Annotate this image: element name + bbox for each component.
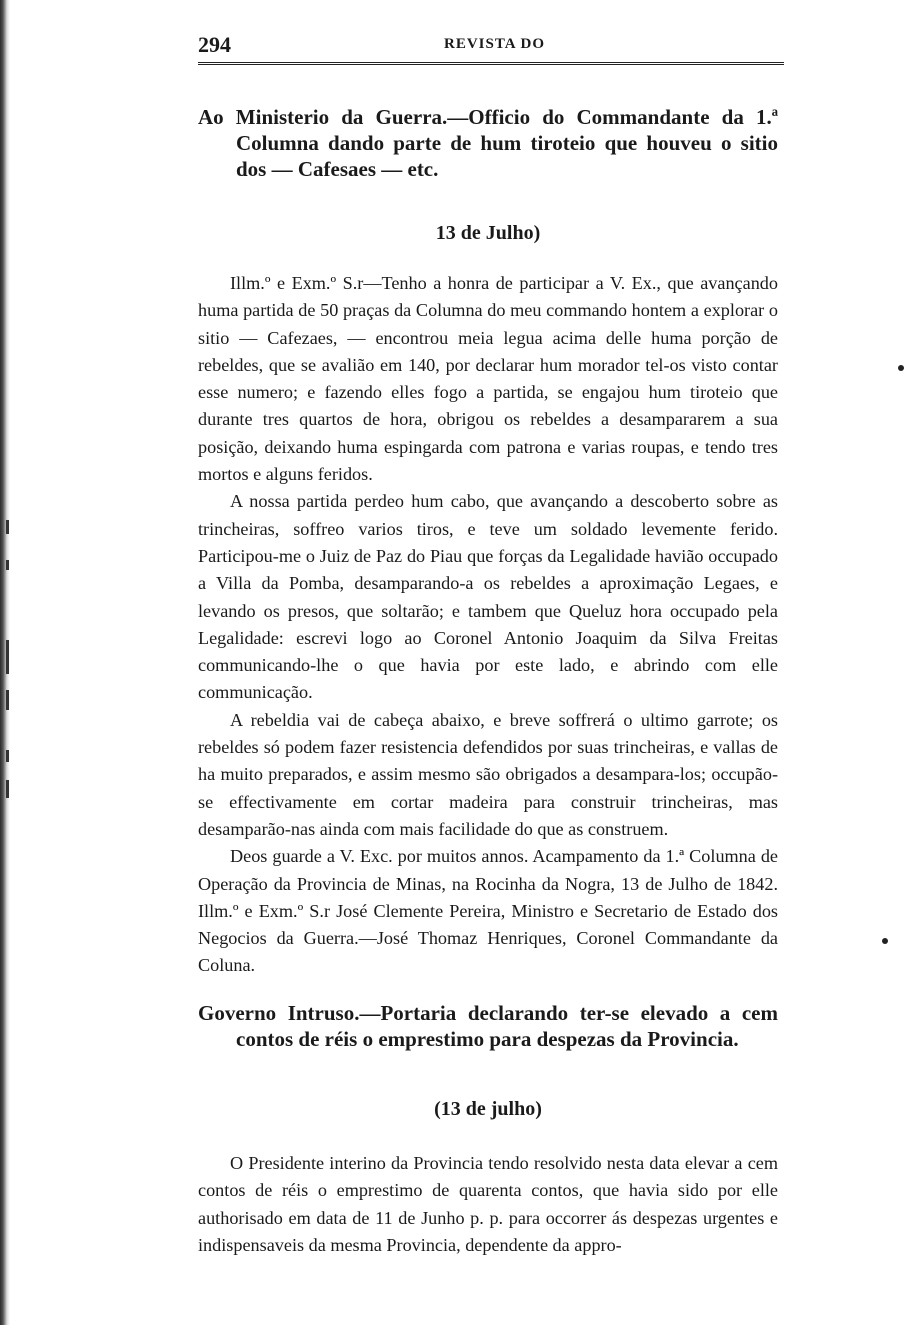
section-1-paragraph: A rebeldia vai de cabeça abaixo, e breve soffrerá o ultimo garrote; os rebeldes só podem fazer resistencia defendidos por suas trincheiras, e vallas de ha muito preparados, e assim mesmo são obrigados a desampara-los; occupão-se effectivamente em cortar madeira para construir trincheiras, mas desamparão-nas ainda com mais facilidade do que as construem.: [198, 709, 778, 839]
margin-marks: [2, 520, 18, 800]
section-1-body: [198, 270, 778, 980]
section-2-date: (13 de julho): [434, 1098, 542, 1120]
section-1-paragraph: Deos guarde a V. Exc. por muitos annos. Acampamento da 1.ª Columna de Operação da Provincia de Minas, na Rocinha da Nogra, 13 de Julho de 1842. Illm.º e Exm.º S.r José Clemente Pereira, Ministro e Secretario de Estado dos Negocios da Guerra.—José Thomaz Henriques, Coronel Commandante da Coluna.: [198, 846, 778, 976]
section-1-paragraph: A nossa partida perdeo hum cabo, que avançando a descoberto sobre as trincheiras, soffreo varios tiros, e teve um soldado levemente ferido. Participou-me o Juiz de Paz do Piau que forças da Legalidade havião occupado a Villa da Pomba, desamparando-a os rebeldes a aproximação Legaes, e levando os presos, que soltarão; e tambem que Queluz hora occupado pela Legalidade: escrevi logo ao Coronel Antonio Joaquim da Silva Freitas communicando-lhe o que havia por este lado, e abrindo com elle communicação.: [198, 491, 778, 703]
section-1: [198, 104, 778, 182]
page-number: 294: [198, 32, 231, 57]
page-header: [198, 32, 784, 58]
section-1-date: 13 de Julho): [435, 222, 541, 244]
section-2-date-wrap: [198, 1098, 778, 1121]
section-2-body: [198, 1150, 778, 1259]
section-2-paragraph: O Presidente interino da Provincia tendo resolvido nesta data elevar a cem contos de réis o emprestimo de quarenta contos, que havia sido por elle authorisado em data de 11 de Junho p. p. para occorrer ás despezas urgentes e indispensaveis da mesma Provincia, dependente da appro-: [198, 1153, 778, 1255]
section-1-paragraph: Illm.º e Exm.º S.r—Tenho a honra de participar a V. Ex., que avançando huma partida de 50 praças da Columna do meu commando hontem a explorar o sitio — Cafezaes, — encontrou meia legua acima delle huma porção de rebeldes, que se avalião em 140, por declarar hum morador tel-os visto contar esse numero; e fazendo elles fogo a partida, se engajou hum tiroteio que durante tres quartos de hora, obrigou os rebeldes a desampararem a sua posição, deixando huma espingarda com patrona e varias roupas, e tendo tres mortos e alguns feridos.: [198, 273, 778, 485]
running-head: REVISTA DO: [444, 36, 545, 52]
section-2: [198, 1000, 778, 1052]
section-1-title: Ao Ministerio da Guerra.—Officio do Commandante da 1.ª Columna dando parte de hum tiroteio que houveu o sitio dos — Cafesaes — etc.: [198, 105, 778, 181]
ink-speck: [898, 365, 904, 371]
ink-speck: [882, 938, 888, 944]
section-1-date-wrap: [198, 222, 778, 245]
section-2-title: Governo Intruso.—Portaria declarando ter-se elevado a cem contos de réis o emprestimo para despezas da Provincia.: [198, 1001, 778, 1051]
header-rule: [198, 62, 784, 69]
